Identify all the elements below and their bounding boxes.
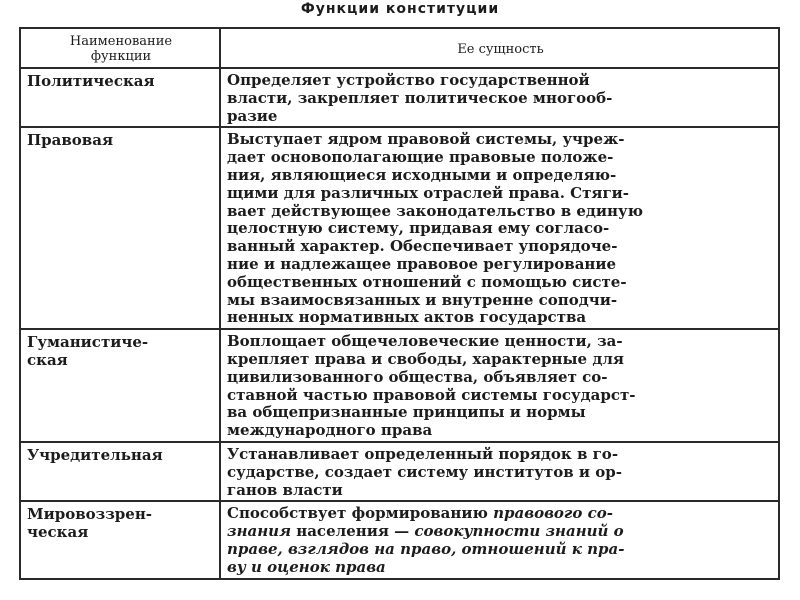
function-essence-cell: Выступает ядром правовой системы, учреж- дает основополагающие правовые положе- ния, являющиеся исходными и определяю- щими для различных отраслей права. Стяги- вает действующее законодательство в единую целостную систему, придавая ему согласо- ванный характер. Обеспечивает упорядоче- ние и надлежащее правовое регулирование общественных отношений с помощью систе- мы взаимосвязанных и внутренне соподчи- ненных нормативных актов государства — [220, 127, 779, 329]
page-title: Функции конституции — [300, 1, 500, 17]
table-header-row — [20, 28, 779, 68]
table-row — [20, 329, 779, 442]
function-name-cell: Мировоззрен- ческая — [20, 501, 220, 578]
table-row — [20, 442, 779, 501]
essence-line: Способствует формированию правового со- — [227, 504, 613, 523]
essence-line: ву и оценок права — [227, 557, 386, 576]
function-name-cell: Гуманистиче- ская — [20, 329, 220, 442]
function-name-cell: Правовая — [20, 127, 220, 329]
essence-line: знания населения — совокупности знаний о — [227, 522, 624, 541]
header-essence: Ее сущность — [220, 28, 779, 68]
essence-line: праве, взглядов на право, отношений к пра- — [227, 539, 625, 558]
function-essence-cell: Устанавливает определенный порядок в го- сударстве, создает систему институтов и ор- ганов власти — [220, 442, 779, 501]
table-row — [20, 501, 779, 578]
header-function-name: Наименование функции — [20, 28, 220, 68]
function-essence-cell: Воплощает общечеловеческие ценности, за- крепляет права и свободы, характерные для цивилизованного общества, объявляет со- ставной частью правовой системы государст- ва общепризнанные принципы и нормы международного права — [220, 329, 779, 442]
function-name-cell: Политическая — [20, 68, 220, 127]
function-essence-cell — [220, 501, 779, 578]
function-name-cell: Учредительная — [20, 442, 220, 501]
functions-table — [19, 27, 780, 580]
table-row — [20, 68, 779, 127]
table-row — [20, 127, 779, 329]
function-essence-cell: Определяет устройство государственной власти, закрепляет политическое многооб- разие — [220, 68, 779, 127]
